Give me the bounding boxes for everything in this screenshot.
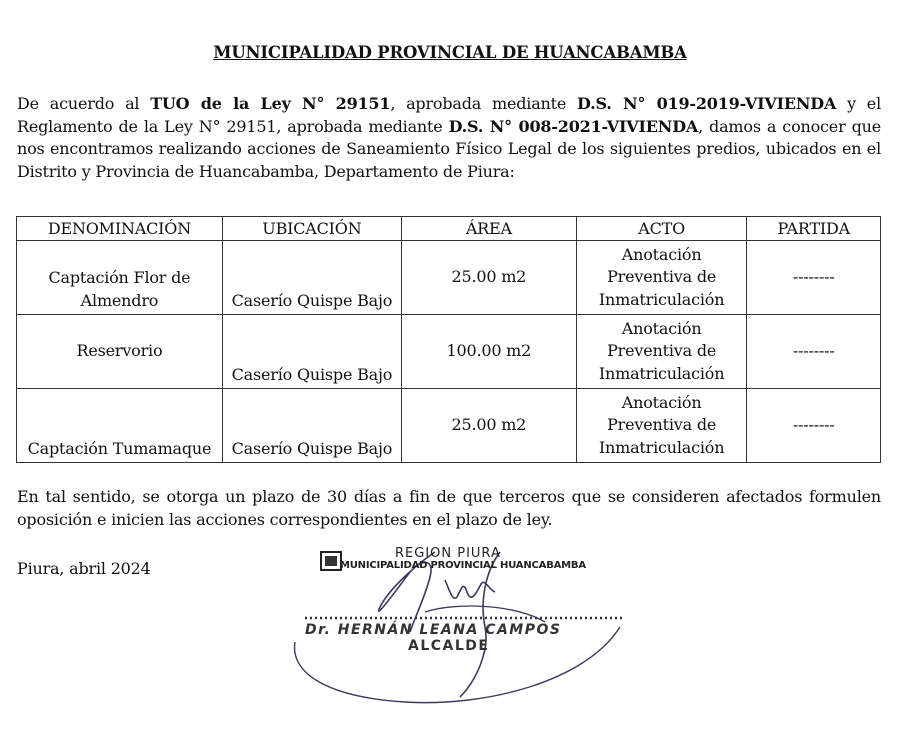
header-partida: PARTIDA (747, 217, 881, 241)
intro-text-3: y el Reglamento de la Ley N° 29151, aprobada mediante (17, 94, 881, 136)
table-header-row (17, 217, 881, 241)
cell-denominacion: Captación Flor de Almendro (17, 241, 223, 315)
closing-paragraph: En tal sentido, se otorga un plazo de 30 días a fin de que terceros que se consideren afectados formulen oposición e inicien las acciones correspondientes en el plazo de ley. (17, 487, 881, 529)
intro-text-4: , damos a conocer que nos encontramos realizando acciones de Saneamiento Físico Legal de los siguientes predios, ubicados en el Distrito y Provincia de Huancabamba, Departamento de Piura: (17, 116, 881, 181)
cell-area: 25.00 m2 (401, 241, 576, 315)
cell-partida: -------- (747, 315, 881, 389)
cell-area: 100.00 m2 (401, 315, 576, 389)
table-row (17, 389, 881, 463)
intro-law-reference: TUO de la Ley N° 29151 (150, 94, 391, 113)
table-row (17, 315, 881, 389)
stamp-signer-role: ALCALDE (408, 638, 490, 654)
intro-decree-1: D.S. N° 019-2019-VIVIENDA (577, 94, 837, 113)
cell-partida: -------- (747, 241, 881, 315)
cell-denominacion: Captación Tumamaque (17, 389, 223, 463)
cell-partida: -------- (747, 389, 881, 463)
cell-ubicacion: Caserío Quispe Bajo (222, 315, 401, 389)
intro-text-2: , aprobada mediante (390, 94, 578, 113)
header-denominacion: DENOMINACIÓN (17, 217, 223, 241)
table-row (17, 241, 881, 315)
cell-acto: Anotación Preventiva de Inmatriculación (576, 389, 747, 463)
cell-ubicacion: Caserío Quispe Bajo (222, 389, 401, 463)
cell-area: 25.00 m2 (401, 389, 576, 463)
cell-ubicacion: Caserío Quispe Bajo (222, 241, 401, 315)
stamp-entity: MUNICIPALIDAD PROVINCIAL HUANCABAMBA (340, 560, 586, 571)
cell-acto: Anotación Preventiva de Inmatriculación (576, 315, 747, 389)
header-area: ÁREA (401, 217, 576, 241)
intro-paragraph (17, 93, 881, 183)
document-title: MUNICIPALIDAD PROVINCIAL DE HUANCABAMBA (213, 43, 687, 62)
municipal-logo-icon (321, 552, 341, 570)
cell-denominacion: Reservorio (17, 315, 223, 389)
place-date: Piura, abril 2024 (17, 559, 151, 578)
stamp-signer-name: Dr. HERNÁN LEANA CAMPOS (305, 622, 562, 638)
intro-decree-2: D.S. N° 008-2021-VIVIENDA (448, 116, 699, 136)
properties-table (16, 216, 881, 463)
header-acto: ACTO (576, 217, 747, 241)
stamp-region: REGION PIURA (395, 546, 501, 561)
intro-text-1: De acuerdo al (17, 94, 151, 113)
header-ubicacion: UBICACIÓN (222, 217, 401, 241)
cell-acto: Anotación Preventiva de Inmatriculación (576, 241, 747, 315)
